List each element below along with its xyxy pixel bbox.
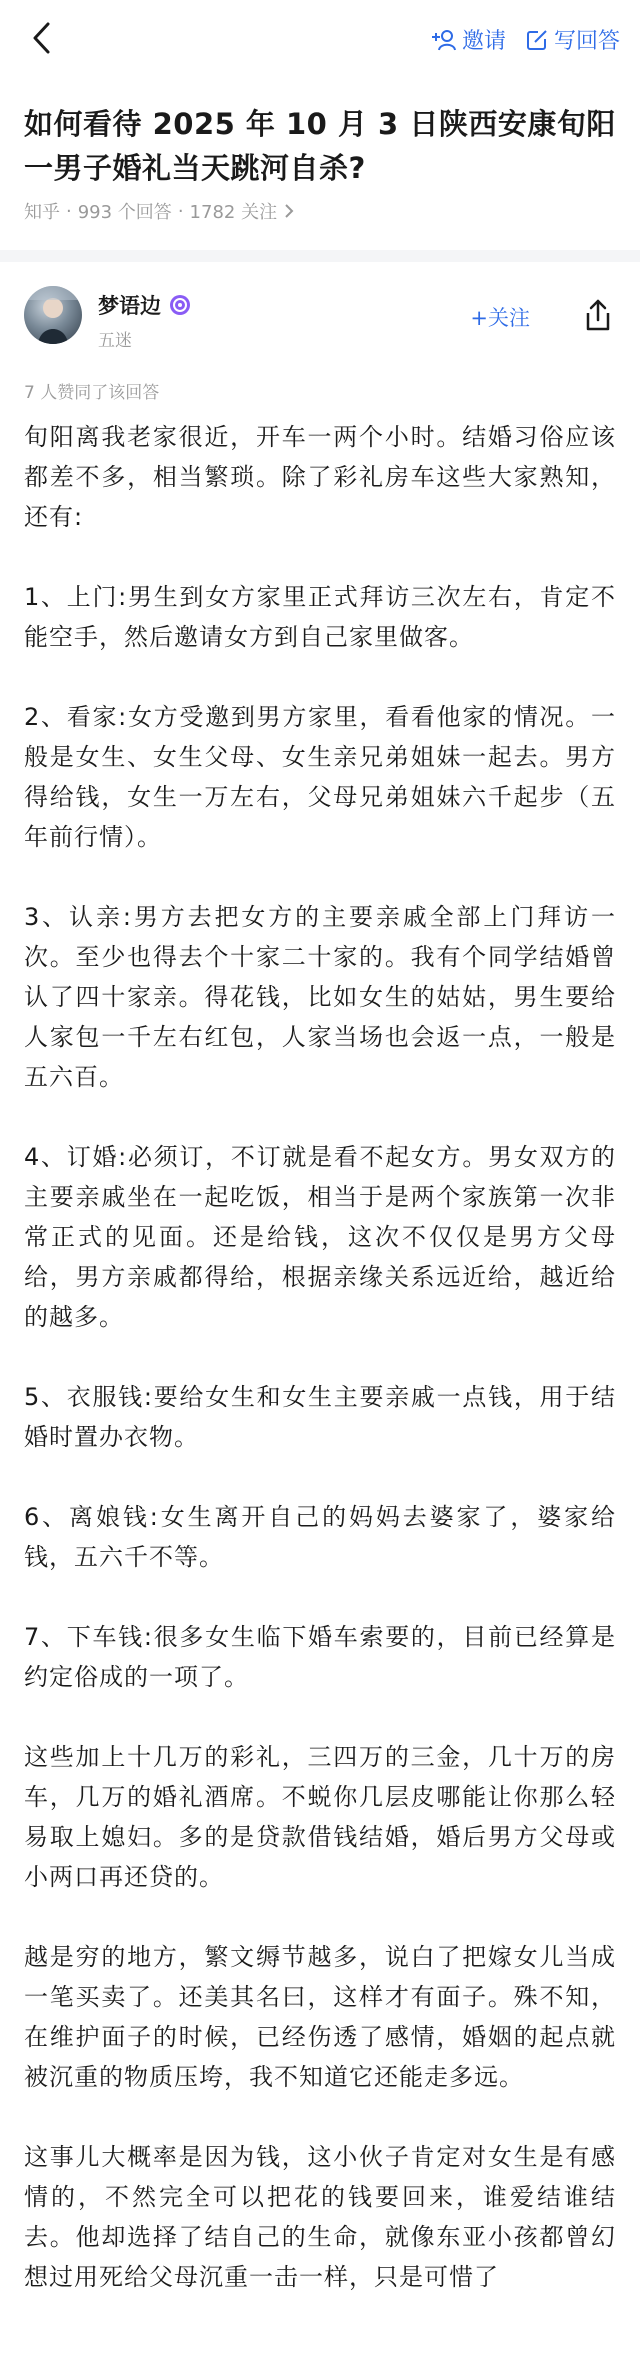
share-button[interactable] [578, 296, 618, 336]
top-actions [430, 24, 620, 55]
meta-dot: · [66, 200, 72, 222]
question-source: 知乎 [24, 202, 60, 223]
meta-dot: · [177, 200, 184, 222]
followers-count: 1782 关注 [189, 202, 278, 223]
author-name[interactable] [98, 290, 191, 320]
add-user-icon [430, 28, 456, 52]
answer-paragraph: 1、上门:男生到女方家里正式拜访三次左右，肯定不能空手，然后邀请女方到自己家里做客。 [24, 583, 616, 651]
author-name-text: 梦语边 [98, 294, 161, 318]
avatar-photo [24, 286, 82, 344]
answer-paragraph: 旬阳离我老家很近，开车一两个小时。结婚习俗应该都差不多，相当繁琐。除了彩礼房车这些大家熟知，还有: [24, 423, 616, 531]
answer-paragraph: 6、离娘钱:女生离开自己的妈妈去婆家了，婆家给钱，五六千不等。 [24, 1503, 616, 1571]
answer-paragraph: 越是穷的地方，繁文缛节越多，说白了把嫁女儿当成一笔买卖了。还美其名曰，这样才有面子。殊不知，在维护面子的时候，已经伤透了感情，婚姻的起点就被沉重的物质压垮，我不知道它还能走多远。 [24, 1943, 616, 2091]
write-answer-label: 写回答 [553, 29, 620, 54]
answer-paragraph: 3、认亲:男方去把女方的主要亲戚全部上门拜访一次。至少也得去个十家二十家的。我有个同学结婚曾认了四十家亲。得花钱，比如女生的姑姑，男生要给人家包一千左右红包，人家当场也会返一点，一般是五六百。 [24, 903, 616, 1091]
invite-button[interactable] [430, 24, 506, 55]
chevron-left-icon [24, 18, 64, 58]
answer-paragraph: 这些加上十几万的彩礼，三四万的三金，几十万的房车，几万的婚礼酒席。不蜕你几层皮哪能让你那么轻易取上媳妇。多的是贷款借钱结婚，婚后男方父母或小两口再还贷的。 [24, 1743, 616, 1891]
answer-paragraph: 5、衣服钱:要给女生和女生主要亲戚一点钱，用于结婚时置办衣物。 [24, 1383, 616, 1451]
answer-paragraph: 2、看家:女方受邀到男方家里，看看他家的情况。一般是女生、女生父母、女生亲兄弟姐妹一起去。男方得给钱，女生一万左右，父母兄弟姐妹六千起步（五年前行情）。 [24, 703, 616, 851]
section-divider [0, 250, 640, 262]
back-button[interactable] [24, 18, 64, 58]
follow-button[interactable]: +关注 [470, 306, 530, 330]
edit-icon [526, 29, 548, 51]
verified-badge-icon [169, 294, 191, 316]
write-answer-button[interactable] [526, 24, 620, 55]
top-bar [0, 0, 640, 80]
share-icon [578, 296, 618, 336]
author-row [0, 262, 640, 366]
question-title[interactable]: 如何看待 2025 年 10 月 3 日陕西安康旬阳一男子婚礼当天跳河自杀? [24, 107, 616, 185]
avatar[interactable] [24, 286, 82, 344]
answers-count: 993 个回答 [77, 202, 172, 223]
answer-body [0, 403, 640, 2297]
upvote-note: 7 人赞同了该回答 [24, 383, 160, 403]
answer-paragraph: 7、下车钱:很多女生临下婚车索要的，目前已经算是约定俗成的一项了。 [24, 1623, 616, 1691]
question-section [0, 80, 640, 224]
invite-label: 邀请 [461, 29, 506, 54]
author-subtitle: 五迷 [98, 331, 132, 351]
answer-paragraph: 4、订婚:必须订，不订就是看不起女方。男女双方的主要亲戚坐在一起吃饭，相当于是两个家族第一次非常正式的见面。还是给钱，这次不仅仅是男方父母给，男方亲戚都得给，根据亲缘关系远近给，越近给的越多。 [24, 1143, 616, 1331]
chevron-right-icon [283, 203, 295, 219]
question-meta[interactable] [24, 198, 616, 224]
answer-paragraph: 这事儿大概率是因为钱，这小伙子肯定对女生是有感情的，不然完全可以把花的钱要回来，谁爱结谁结去。他却选择了结自己的生命，就像东亚小孩都曾幻想过用死给父母沉重一击一样，只是可惜了 [24, 2143, 616, 2291]
